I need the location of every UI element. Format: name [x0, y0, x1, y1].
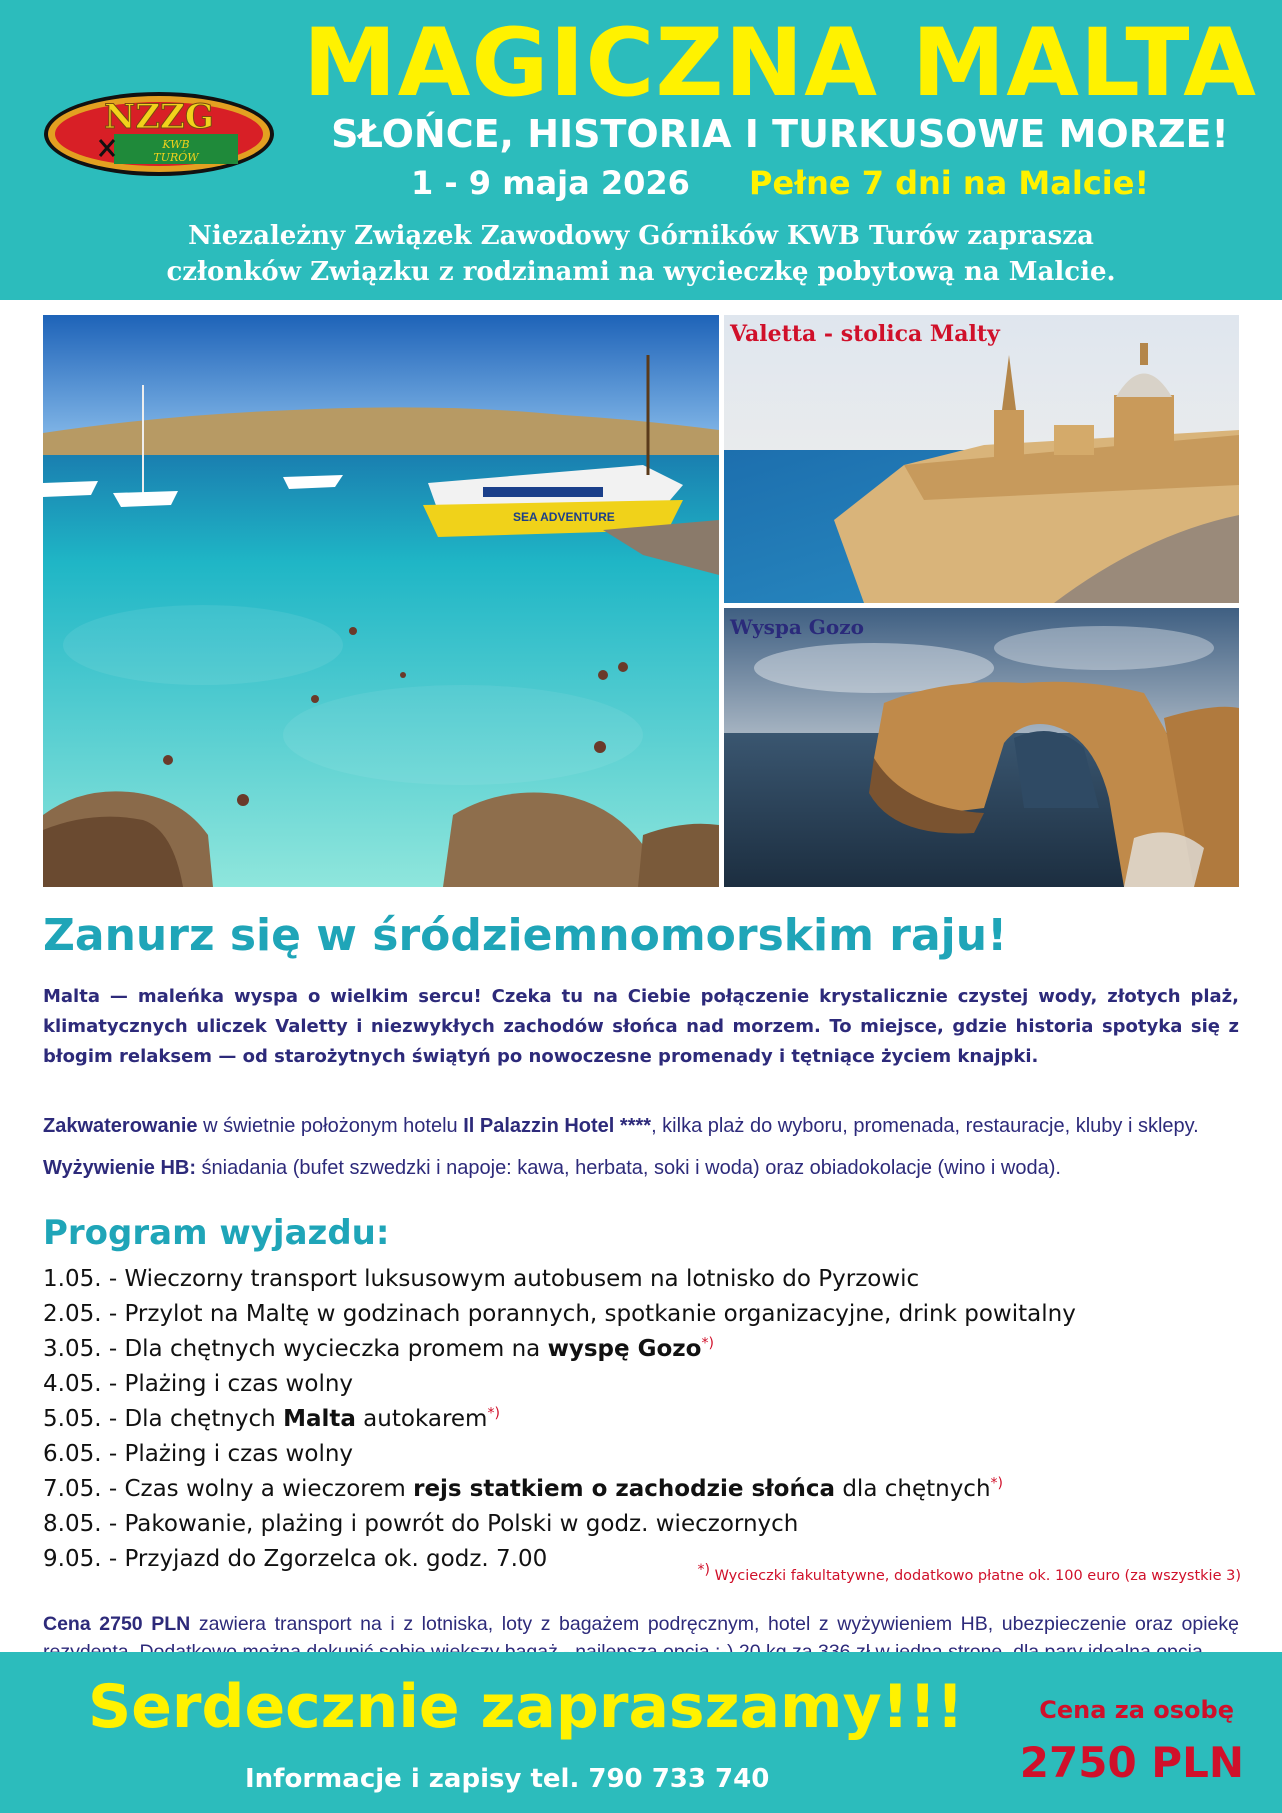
program-item: [43, 1472, 1243, 1507]
page-title: MAGICZNA MALTA: [303, 9, 1257, 118]
accommodation-text-before: w świetnie położonym hotelu: [197, 1115, 464, 1137]
footnote-text: Wycieczki fakultatywne, dodatkowo płatne ok. 100 euro (za wszystkie 3): [714, 1568, 1241, 1584]
program-item-text: 7.05. - Czas wolny a wieczorem: [43, 1476, 414, 1502]
intro-line-2: członków Związku z rodzinami na wycieczkę pobytową na Malcie.: [166, 257, 1116, 287]
accommodation-text-after: , kilka plaż do wyboru, promenada, restauracje, kluby i sklepy.: [651, 1115, 1199, 1137]
footnote-marker: *): [697, 1562, 710, 1579]
optional-marker: *): [487, 1405, 500, 1422]
main-heading: Zanurz się w śródziemnomorskim raju!: [43, 910, 1008, 961]
price-info-label: Cena 2750 PLN: [43, 1613, 191, 1635]
logo-line1-text: KWB: [162, 138, 190, 151]
program-item-bold: rejs statkiem o zachodzie słońca: [413, 1476, 836, 1502]
price-value: 2750 PLN: [1019, 1738, 1244, 1787]
program-heading: Program wyjazdu:: [43, 1213, 390, 1253]
program-item-text: dla chętnych: [835, 1476, 991, 1502]
program-item: 6.05. - Plażing i czas wolny: [43, 1441, 354, 1467]
accommodation-line: [43, 1115, 1253, 1138]
contact-phone: Informacje i zapisy tel. 790 733 740: [245, 1764, 770, 1794]
photo-gozo: [724, 608, 1239, 887]
footer-banner: [0, 1652, 1282, 1813]
dates-row: [300, 164, 1260, 202]
program-item: [43, 1402, 1243, 1437]
program-item-bold: Malta: [283, 1406, 356, 1432]
price-info-text: zawiera transport na i z lotniska, loty z bagażem podręcznym, hotel z wyżywieniem HB, ubezpieczenie oraz opiekę: [198, 1613, 1239, 1635]
hotel-name: Il Palazzin Hotel ****: [463, 1115, 652, 1137]
meals-text: śniadania (bufet szwedzki i napoje: kawa, herbata, soki i woda) oraz obiadokolacje (wino i woda).: [196, 1157, 1061, 1179]
photo-comino-bay: [43, 315, 719, 887]
meals-label: Wyżywienie HB:: [43, 1157, 196, 1179]
optional-footnote: [697, 1562, 1241, 1584]
valetta-caption: Valetta - stolica Malty: [730, 321, 1000, 347]
accommodation-label: Zakwaterowanie: [43, 1115, 198, 1137]
intro-text: [60, 218, 1222, 290]
program-list: [43, 1262, 1243, 1577]
intro-line-1: Niezależny Związek Zawodowy Górników KWB Turów zaprasza: [188, 221, 1094, 251]
trip-dates: 1 - 9 maja 2026: [410, 164, 690, 202]
program-item: 4.05. - Plażing i czas wolny: [43, 1371, 354, 1397]
program-item: 8.05. - Pakowanie, plażing i powrót do Polski w godz. wieczornych: [43, 1511, 799, 1537]
header-banner: [0, 0, 1282, 300]
boat-label: SEA ADVENTURE: [513, 510, 615, 524]
program-item: [43, 1332, 1243, 1367]
program-item: 9.05. - Przyjazd do Zgorzelca ok. godz. 7.00: [43, 1546, 548, 1572]
optional-marker: *): [701, 1335, 714, 1352]
description-text: Malta — maleńka wyspa o wielkim sercu! Czeka tu na Ciebie połączenie krystalicznie czystej wody, złotych plaż, klimatycznych uliczek Valetty i niezwykłych zachodów słońca nad morzem. To miejsce, gdzie historia spotyka się z błogim relaksem — od starożytnych świątyń po nowoczesne promenady i tętniące życiem knajpki.: [43, 986, 1239, 1067]
trip-days: Pełne 7 dni na Malcie!: [749, 164, 1150, 202]
logo-main-text: NZZG: [104, 97, 214, 137]
price-label: Cena za osobę: [1039, 1696, 1234, 1724]
program-item: 1.05. - Wieczorny transport luksusowym autobusem na lotnisko do Pyrzowic: [43, 1266, 920, 1292]
photo-valetta: [724, 315, 1239, 603]
nzzg-logo: [42, 90, 276, 178]
program-item-text: 5.05. - Dla chętnych: [43, 1406, 284, 1432]
program-item: 2.05. - Przylot na Maltę w godzinach porannych, spotkanie organizacyjne, drink powitalny: [43, 1301, 1076, 1327]
program-item-bold: wyspę Gozo: [547, 1336, 702, 1362]
gozo-caption: Wyspa Gozo: [730, 615, 864, 639]
optional-marker: *): [990, 1475, 1003, 1492]
program-item-text: 3.05. - Dla chętnych wycieczka promem na: [43, 1336, 548, 1362]
program-item-text: autokarem: [355, 1406, 488, 1432]
footer-title: Serdecznie zapraszamy!!!: [88, 1672, 964, 1742]
page-subtitle: SŁOŃCE, HISTORIA I TURKUSOWE MORZE!: [331, 112, 1229, 156]
meals-line: [43, 1157, 1253, 1180]
logo-line2-text: TURÓW: [153, 151, 199, 164]
